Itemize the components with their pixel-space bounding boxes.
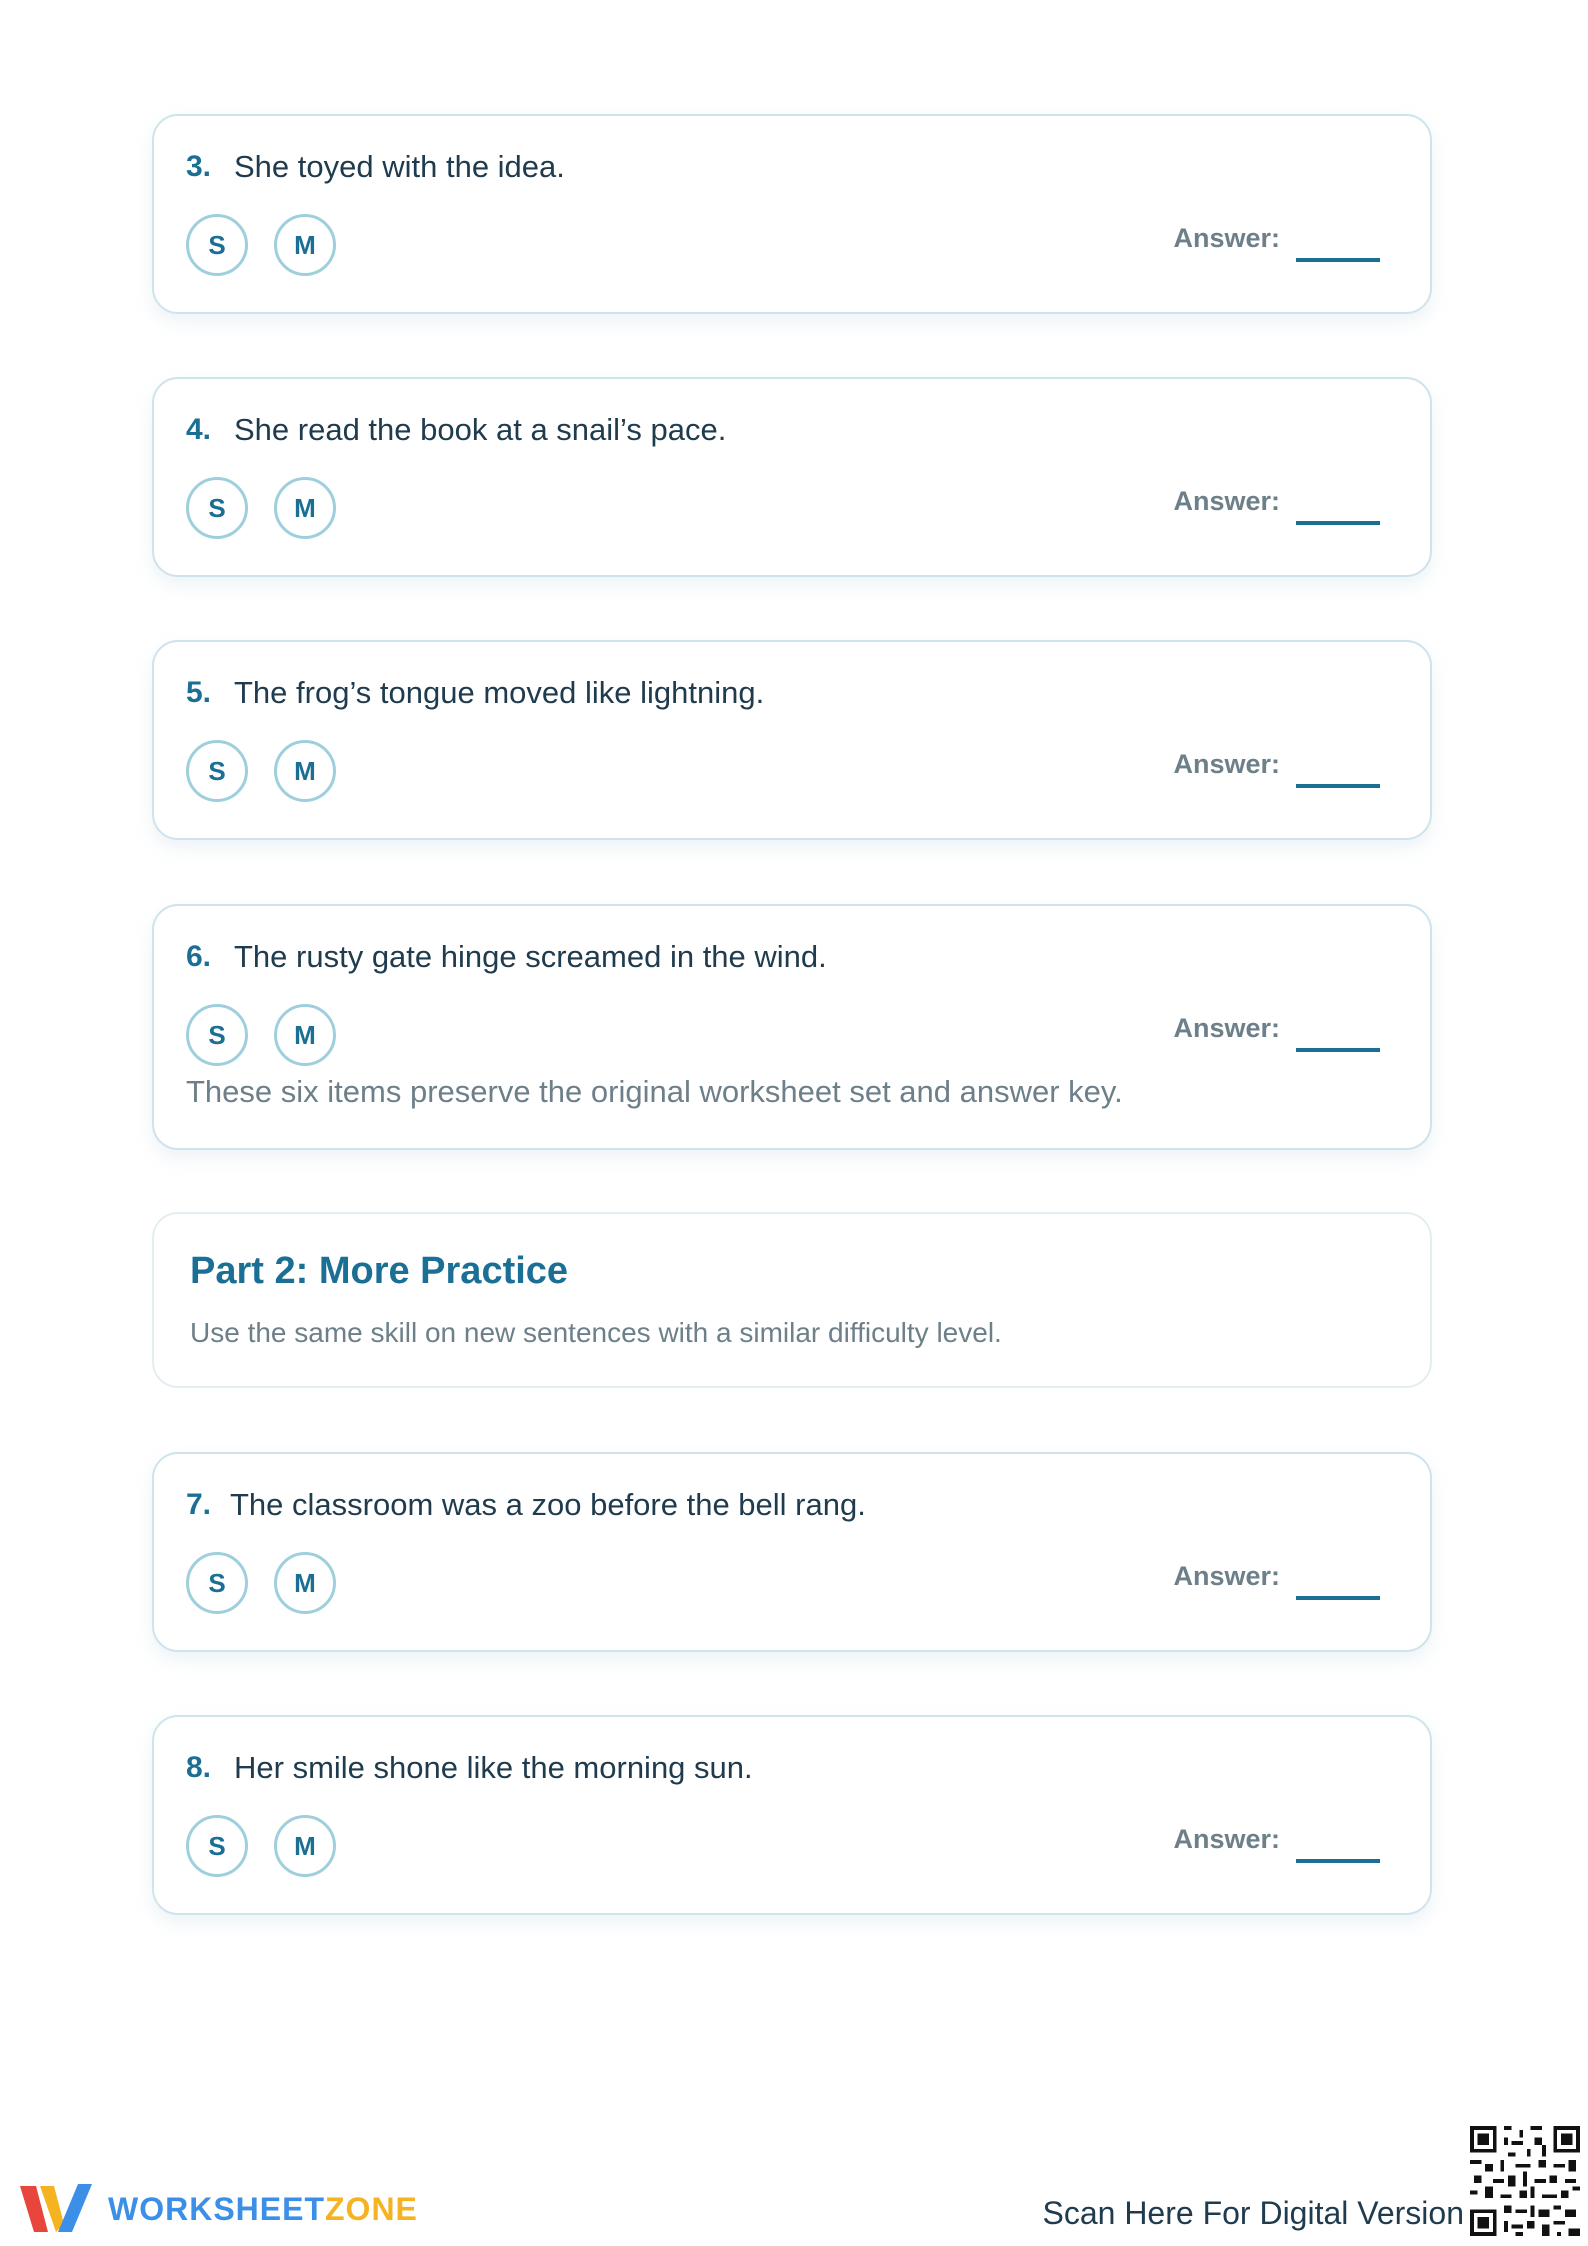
- worksheetzone-logo-icon: [18, 2180, 94, 2238]
- answer-blank[interactable]: [1296, 1859, 1380, 1863]
- brand-name-part2: ZONE: [325, 2191, 418, 2227]
- question-text: The rusty gate hinge screamed in the wind.: [234, 939, 827, 974]
- answer-blank[interactable]: [1296, 258, 1380, 262]
- answer-label: Answer:: [1173, 1013, 1280, 1043]
- answer-label: Answer:: [1173, 1561, 1280, 1591]
- question-number: 7.: [186, 1488, 212, 1521]
- question-number: 4.: [186, 413, 212, 446]
- answer-label: Answer:: [1173, 749, 1280, 779]
- question-text: The frog’s tongue moved like lightning.: [234, 675, 765, 710]
- option-s-circle[interactable]: S: [186, 740, 248, 802]
- section-title: Part 2: More Practice: [190, 1250, 569, 1292]
- question-text: The classroom was a zoo before the bell rang.: [230, 1487, 866, 1522]
- brand-name: [108, 2191, 418, 2228]
- scan-instruction: Scan Here For Digital Version: [1042, 2195, 1464, 2231]
- option-m-circle[interactable]: M: [274, 477, 336, 539]
- option-m-circle[interactable]: M: [274, 214, 336, 276]
- option-m-circle[interactable]: M: [274, 1815, 336, 1877]
- option-m-circle[interactable]: M: [274, 740, 336, 802]
- option-s-circle[interactable]: S: [186, 477, 248, 539]
- question-text: She read the book at a snail’s pace.: [234, 412, 727, 447]
- answer-label: Answer:: [1173, 223, 1280, 253]
- section-subtitle: Use the same skill on new sentences with a similar difficulty level.: [190, 1317, 1002, 1348]
- answer-blank[interactable]: [1296, 784, 1380, 788]
- option-s-circle[interactable]: S: [186, 1815, 248, 1877]
- question-card-7: [152, 1452, 1432, 1652]
- answer-label: Answer:: [1173, 486, 1280, 516]
- question-card-6: [152, 904, 1432, 1150]
- answer-blank[interactable]: [1296, 521, 1380, 525]
- part-2-header: [152, 1212, 1432, 1388]
- option-m-circle[interactable]: M: [274, 1004, 336, 1066]
- question-text: She toyed with the idea.: [234, 149, 565, 184]
- answer-blank[interactable]: [1296, 1596, 1380, 1600]
- brand-name-part1: WORKSHEET: [108, 2191, 325, 2227]
- question-card-4: [152, 377, 1432, 577]
- option-s-circle[interactable]: S: [186, 214, 248, 276]
- answer-label: Answer:: [1173, 1824, 1280, 1854]
- qr-code-icon[interactable]: [1470, 2126, 1580, 2236]
- question-card-8: [152, 1715, 1432, 1915]
- answer-blank[interactable]: [1296, 1048, 1380, 1052]
- question-number: 6.: [186, 940, 212, 973]
- option-s-circle[interactable]: S: [186, 1552, 248, 1614]
- question-number: 3.: [186, 150, 212, 183]
- question-card-5: [152, 640, 1432, 840]
- option-s-circle[interactable]: S: [186, 1004, 248, 1066]
- question-card-3: [152, 114, 1432, 314]
- question-number: 8.: [186, 1751, 212, 1784]
- question-text: Her smile shone like the morning sun.: [234, 1750, 753, 1785]
- worksheet-note: These six items preserve the original worksheet set and answer key.: [186, 1074, 1123, 1109]
- question-number: 5.: [186, 676, 212, 709]
- option-m-circle[interactable]: M: [274, 1552, 336, 1614]
